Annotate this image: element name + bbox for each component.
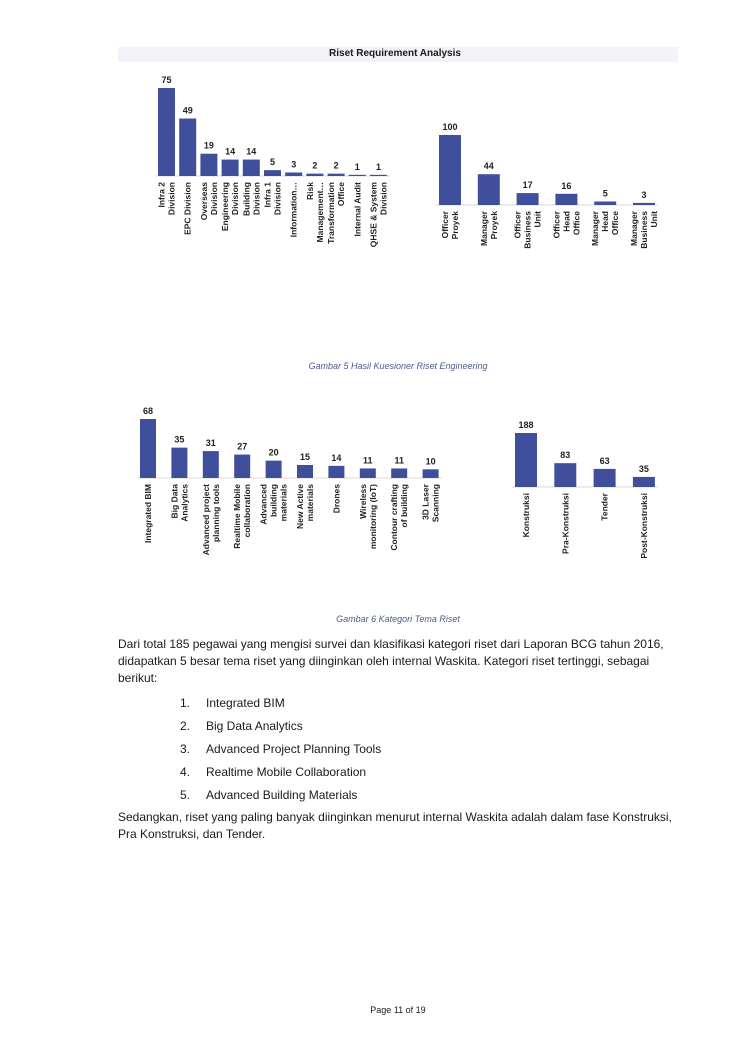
svg-text:Wirelessmonitoring (IoT): Wirelessmonitoring (IoT) (357, 484, 378, 550)
data-label: 49 (182, 105, 193, 116)
svg-text:Advancedbuildingmaterials: Advancedbuildingmaterials (258, 484, 289, 525)
data-label: 1 (375, 161, 382, 172)
svg-text:QHSE & SystemDivision: QHSE & SystemDivision (368, 182, 389, 248)
data-label: 188 (518, 420, 534, 430)
chart-bar (594, 469, 616, 487)
svg-text:Big DataAnalytics: Big DataAnalytics (169, 484, 190, 522)
svg-text:3D LaserScanning: 3D LaserScanning (420, 484, 441, 523)
data-label: 31 (205, 438, 216, 449)
svg-text:Realtime Mobilecollaboration: Realtime Mobilecollaboration (232, 484, 253, 549)
category-label (521, 493, 531, 537)
data-label: 100 (442, 122, 458, 132)
list-item: 5. Advanced Building Materials (180, 788, 358, 802)
svg-text:New Activematerials: New Activematerials (295, 484, 315, 530)
figure-caption-5: Gambar 5 Hasil Kuesioner Riset Engineering (308, 361, 488, 371)
category-label (600, 492, 610, 520)
svg-text:ManagerHeadOffice: ManagerHeadOffice (590, 211, 621, 246)
data-label: 15 (299, 451, 311, 462)
data-label: 14 (246, 146, 257, 157)
data-label: 1 (354, 161, 360, 172)
svg-text:Pra-Konstruksi: Pra-Konstruksi (560, 493, 571, 554)
data-label: 10 (425, 456, 436, 467)
svg-text:Tender: Tender (599, 493, 610, 521)
svg-text:EngineeringDivision: EngineeringDivision (220, 182, 241, 232)
chart-bar (633, 477, 655, 487)
data-label: 63 (599, 455, 610, 466)
chart-bar (515, 433, 537, 487)
svg-text:OfficerHeadOffice: OfficerHeadOffice (551, 211, 582, 239)
svg-text:ManagerProyek: ManagerProyek (478, 211, 499, 246)
svg-text:Contour craftingof building: Contour craftingof building (389, 484, 410, 551)
data-label: 3 (641, 189, 647, 200)
data-label: 2 (312, 160, 318, 171)
category-label (560, 493, 570, 554)
data-label: 44 (483, 161, 494, 172)
page-title: Riset Requirement Analysis (329, 48, 461, 59)
svg-text:Konstruksi: Konstruksi (521, 493, 531, 538)
category-label (639, 493, 649, 559)
data-label: 3 (291, 159, 297, 170)
data-label: 68 (142, 406, 154, 416)
svg-text:Post-Konstruksi: Post-Konstruksi (638, 493, 649, 559)
body-closing: Sedangkan, riset yang paling banyak diinginkan menurut internal Waskita adalah dalam fase Konstruksi, Pra Konstruksi, dan Tender. (118, 810, 672, 841)
body-intro: Dari total 185 pegawai yang mengisi survei dan klasifikasi kategori riset dari Laporan BCG tahun 2016, didapatkan 5 besar tema riset yang diinginkan oleh internal Waskita. Kategori riset tertinggi, sebagai berikut: (118, 637, 664, 685)
data-label: 19 (203, 140, 214, 151)
data-label: 2 (333, 160, 339, 171)
figure-caption-6: Gambar 6 Kategori Tema Riset (336, 614, 460, 624)
svg-text:OverseasDivision: OverseasDivision (198, 182, 219, 221)
data-label: 27 (237, 441, 248, 452)
svg-text:BuildingDivision: BuildingDivision (241, 182, 262, 216)
list-item: 3. Advanced Project Planning Tools (180, 742, 382, 756)
svg-text:ManagerBusinessUnit: ManagerBusinessUnit (629, 211, 659, 249)
svg-text:RiskManagement…: RiskManagement… (304, 182, 325, 243)
data-label: 35 (638, 463, 649, 474)
data-label: 16 (561, 180, 572, 191)
svg-text:Integrated BIM: Integrated BIM (143, 484, 153, 544)
svg-text:EPC Division: EPC Division (182, 182, 193, 235)
data-label: 17 (522, 180, 533, 191)
svg-text:Infra 1Division: Infra 1Division (262, 182, 283, 216)
data-label: 5 (602, 188, 608, 199)
data-label: 11 (394, 455, 404, 466)
list-item: 4. Realtime Mobile Collaboration (180, 765, 367, 779)
data-label: 83 (560, 450, 571, 461)
svg-text:TransformationOffice: TransformationOffice (326, 182, 347, 244)
list-item: 1. Integrated BIM (180, 696, 285, 710)
data-label: 75 (161, 75, 172, 85)
svg-text:Infra 2Division: Infra 2Division (156, 182, 177, 216)
data-label: 20 (268, 447, 279, 458)
data-label: 35 (174, 434, 185, 445)
data-label: 14 (225, 146, 236, 157)
svg-text:Internal Audit: Internal Audit (352, 182, 363, 237)
page-number: Page 11 of 19 (370, 1005, 426, 1015)
svg-text:Information…: Information… (288, 182, 299, 238)
svg-text:OfficerBusinessUnit: OfficerBusinessUnit (512, 211, 543, 249)
chart-bar (554, 463, 576, 487)
top-theme-list (180, 692, 381, 807)
svg-text:Advanced projectplanning tools: Advanced projectplanning tools (200, 484, 221, 556)
data-label: 14 (331, 452, 342, 463)
svg-text:OfficerProyek: OfficerProyek (440, 211, 460, 240)
data-label: 5 (269, 157, 276, 168)
list-item: 2. Big Data Analytics (180, 719, 303, 733)
svg-text:Drones: Drones (331, 484, 342, 514)
data-label: 11 (363, 455, 373, 466)
